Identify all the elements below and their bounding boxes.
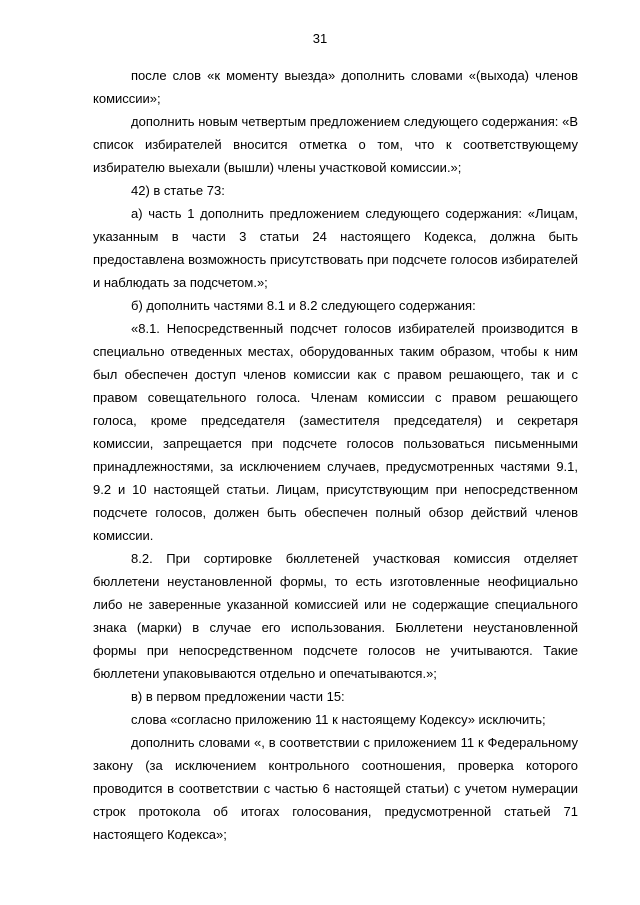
paragraph: слова «согласно приложению 11 к настоящему Кодексу» исключить; xyxy=(131,712,546,727)
paragraph: б) дополнить частями 8.1 и 8.2 следующего содержания: xyxy=(131,298,476,313)
paragraph: в) в первом предложении части 15: xyxy=(131,689,345,704)
paragraph: «8.1. Непосредственный подсчет голосов избирателей производится в специально отведенных местах, оборудованных таким образом, чтобы к ним был обеспечен доступ членов комиссии как с правом решающего, так и с правом совещательного голоса. Членам комиссии с правом решающего голоса, кроме председателя (заместителя председателя) и секретаря комиссии, запрещается при подсчете голосов пользоваться письменными принадлежностями, за исключением случаев, предусмотренных частями 9.1, 9.2 и 10 настоящей статьи. Лицам, присутствующим при непосредственном подсчете голосов, должен быть обеспечен полный обзор действий членов комиссии. xyxy=(93,321,578,543)
paragraph: 42) в статье 73: xyxy=(131,183,225,198)
paragraph: дополнить новым четвертым предложением следующего содержания: «В список избирателей вносится отметка о том, что к соответствующему избирателю выехали (вышли) члены участковой комиссии.»; xyxy=(93,114,578,175)
page-number: 31 xyxy=(312,31,328,46)
paragraph: 8.2. При сортировке бюллетеней участковая комиссия отделяет бюллетени неустановленной формы, то есть изготовленные неофициально либо не заверенные указанной комиссией или не содержащие специального знака (марки) в случае его использования. Бюллетени неустановленной формы при непосредственном подсчете голосов не учитываются. Такие бюллетени упаковываются отдельно и опечатываются.»; xyxy=(93,551,578,681)
paragraph: дополнить словами «, в соответствии с приложением 11 к Федеральному закону (за исключением контрольного соотношения, проверка которого проводится в соответствии с частью 6 настоящей статьи) с учетом нумерации строк протокола об итогах голосования, предусмотренной статьей 71 настоящего Кодекса»; xyxy=(93,735,578,842)
paragraph: а) часть 1 дополнить предложением следующего содержания: «Лицам, указанным в части 3 статьи 24 настоящего Кодекса, должна быть предоставлена возможность присутствовать при подсчете голосов избирателей и наблюдать за подсчетом.»; xyxy=(93,206,578,290)
document-body xyxy=(93,64,578,846)
paragraph: после слов «к моменту выезда» дополнить словами «(выхода) членов комиссии»; xyxy=(93,68,578,106)
